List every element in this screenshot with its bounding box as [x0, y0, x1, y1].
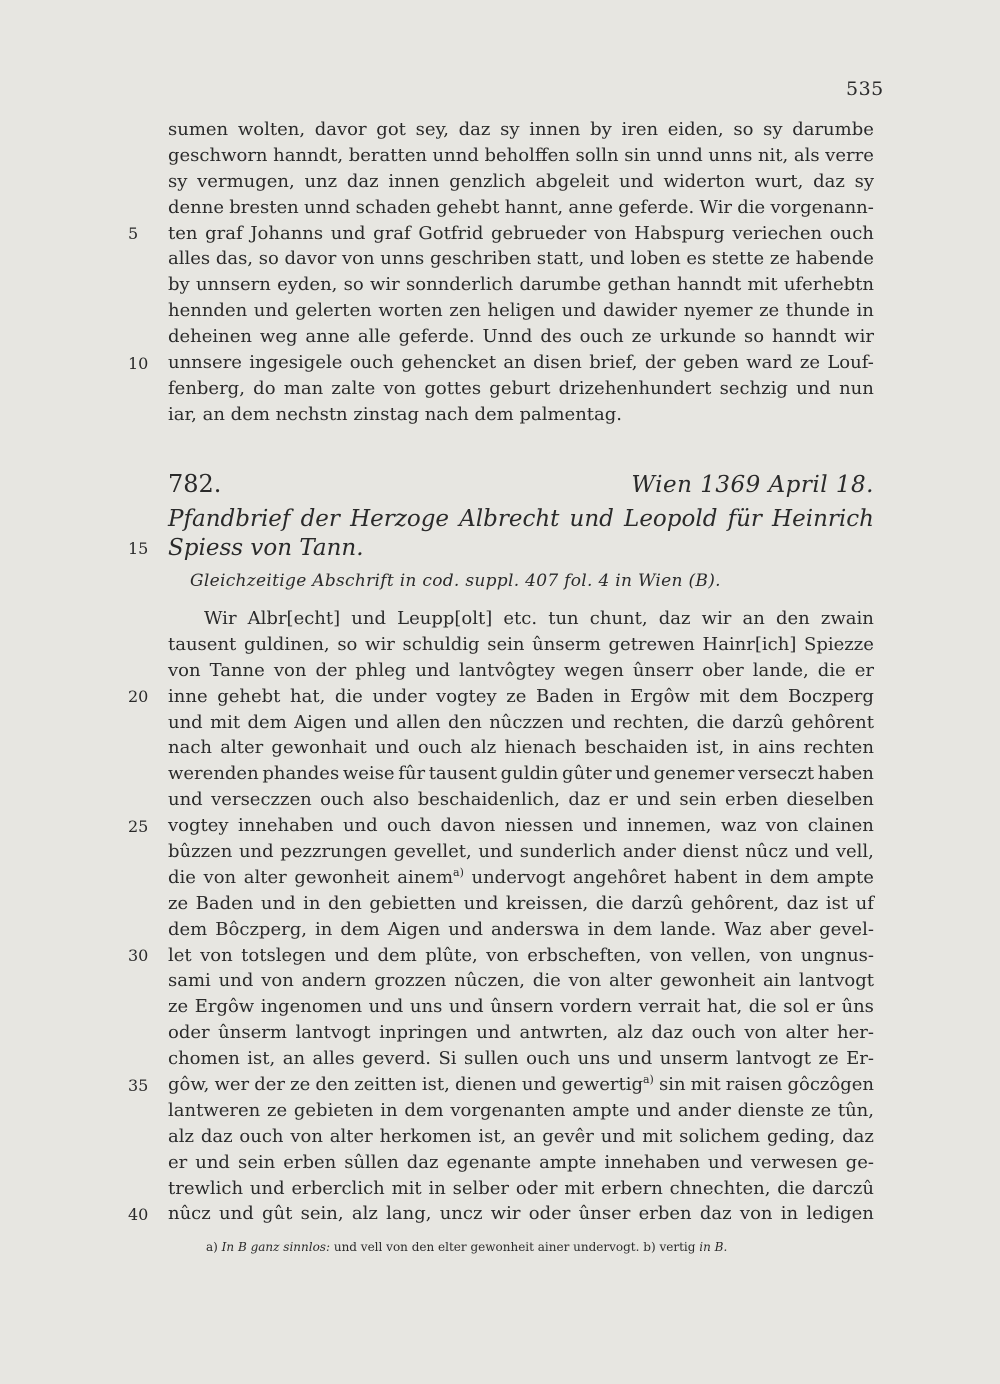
- text-line: fenberg, do man zalte von gottes geburt drizehenhundert sechzig und nun: [168, 377, 874, 399]
- entry-number: 782.: [168, 470, 222, 498]
- text-line: ze Baden und in den gebietten und kreissen, die darzû gehôrent, daz ist uf: [168, 892, 874, 914]
- text-line: sy vermugen, unz daz innen genzlich abgeleit und widerton wurt, daz sy: [168, 170, 874, 192]
- text-line: und mit dem Aigen und allen den nûczzen und rechten, die darzû gehôrent: [168, 711, 874, 733]
- text-line: lantweren ze gebieten in dem vorgenanten ampte und ander dienste ze tûn,: [168, 1099, 874, 1121]
- footnote-b-ref: in B.: [699, 1240, 728, 1254]
- entry-date: Wien 1369 April 18.: [631, 472, 874, 498]
- entry-title-line-2: Spiess von Tann.: [168, 535, 364, 561]
- text-line: sami und von andern grozzen nûczen, die von alter gewonheit ain lantvogt: [168, 970, 874, 992]
- source-note: Gleichzeitige Abschrift in cod. suppl. 407 fol. 4 in Wien (B).: [190, 571, 721, 591]
- text-line: deheinen weg anne alle geferde. Unnd des ouch ze urkunde so hanndt wir: [168, 326, 874, 348]
- text-line: iar, an dem nechstn zinstag nach dem palmentag.: [168, 403, 623, 425]
- line-number: 15: [128, 539, 149, 558]
- page-number: 535: [846, 78, 884, 100]
- text-line: ten graf Johanns und graf Gotfrid gebrueder von Habspurg veriechen ouch: [168, 222, 874, 244]
- text-line: denne bresten unnd schaden gehebt hannt, anne geferde. Wir die vorgenann-: [168, 196, 874, 218]
- footnote-a-text: und vell von den elter gewonheit ainer undervogt.: [333, 1240, 640, 1254]
- footnotes: [206, 1240, 727, 1254]
- footnote-b-label: b) vertig: [643, 1240, 696, 1254]
- text-line: und verseczzen ouch also beschaidenlich, daz er und sein erben dieselben: [168, 789, 874, 811]
- text-line: oder ûnserm lantvogt inpringen und antwrten, alz daz ouch von alter her-: [168, 1022, 874, 1044]
- text-line: alz daz ouch von alter herkomen ist, an gevêr und mit solichem geding, daz: [168, 1125, 874, 1147]
- text-line: die von alter gewonheit ainem$^{a)}$ undervogt angehôret habent in dem ampte: [168, 865, 874, 888]
- line-number: 20: [128, 687, 149, 706]
- top-paragraph: [168, 117, 874, 428]
- text-line: dem Bôczperg, in dem Aigen und anderswa in dem lande. Waz aber gevel-: [168, 918, 874, 940]
- text-line: sumen wolten, davor got sey, daz sy innen by iren eiden, so sy darumbe: [168, 119, 874, 140]
- footnote-a-label: a): [206, 1240, 218, 1254]
- text-line: tausent guldinen, so wir schuldig sein ûnserm getrewen Hainr[ich] Spiezze: [168, 633, 874, 655]
- text-line: bûzzen und pezzrungen gevellet, und sunderlich ander dienst nûcz und vell,: [168, 841, 874, 863]
- text-line: inne gehebt hat, die under vogtey ze Baden in Ergôw mit dem Boczperg: [168, 685, 874, 707]
- text-line: ze Ergôw ingenomen und uns und ûnsern vordern verrait hat, die sol er ûns: [168, 996, 874, 1018]
- line-number: 10: [128, 354, 149, 373]
- text-line: von Tanne von der phleg und lantvôgtey wegen ûnserr ober lande, die er: [168, 659, 874, 681]
- text-line: unnsere ingesigele ouch gehencket an disen brief, der geben ward ze Louf-: [168, 352, 874, 374]
- text-line: by unnsern eyden, so wir sonnderlich darumbe gethan hanndt mit uferhebtn: [168, 274, 874, 296]
- text-line: gôw, wer der ze den zeitten ist, dienen und gewertig$^{a)}$ sin mit raisen gôczôgen: [168, 1073, 874, 1096]
- text-line: let von totslegen und dem plûte, von erbscheften, von vellen, von ungnus-: [168, 944, 874, 966]
- line-number: 40: [128, 1205, 149, 1224]
- line-number: 25: [128, 817, 149, 836]
- text-line: nach alter gewonhait und ouch alz hienach beschaiden ist, in ains rechten: [168, 737, 874, 759]
- text-line: nûcz und gût sein, alz lang, uncz wir oder ûnser erben daz von in ledigen: [168, 1203, 874, 1225]
- body-paragraph: [168, 606, 874, 1227]
- text-line: geschworn hanndt, beratten unnd beholffen solln sin unnd unns nit, als verre: [168, 144, 874, 166]
- text-line: werenden phandes weise fûr tausent guldin gûter und genemer verseczt haben: [168, 763, 874, 785]
- text-line: er und sein erben sûllen daz egenante ampte innehaben und verwesen ge-: [168, 1151, 874, 1173]
- line-number: 5: [128, 224, 139, 243]
- text-line: Wir Albr[echt] und Leupp[olt] etc. tun chunt, daz wir an den zwain: [204, 608, 874, 629]
- text-line: hennden und gelerten worten zen heligen und dawider nyemer ze thunde in: [168, 300, 874, 322]
- text-line: trewlich und erberclich mit in selber oder mit erbern chnechten, die darczû: [168, 1177, 874, 1199]
- line-number: 30: [128, 946, 149, 965]
- footnote-a-ref: In B ganz sinnlos:: [221, 1240, 331, 1254]
- text-line: alles das, so davor von unns geschriben statt, und loben es stette ze habende: [168, 248, 874, 270]
- text-line: vogtey innehaben und ouch davon niessen und innemen, waz von clainen: [168, 815, 874, 837]
- entry-title-line-1: Pfandbrief der Herzoge Albrecht und Leopold für Heinrich: [168, 506, 874, 532]
- entry-header: [168, 470, 874, 498]
- text-line: chomen ist, an alles geverd. Si sullen ouch uns und unserm lantvogt ze Er-: [168, 1048, 874, 1070]
- line-number: 35: [128, 1076, 149, 1095]
